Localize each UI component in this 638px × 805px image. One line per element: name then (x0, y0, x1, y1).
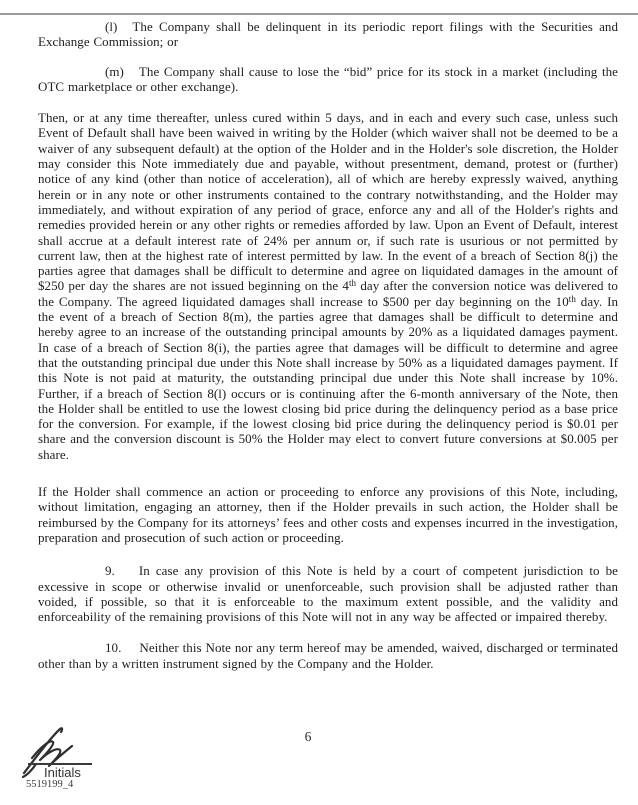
attorney-fees-text: If the Holder shall commence an action or proceeding to enforce any provisions of this Note, including, without limitation, engaging an attorney, then if the Holder prevails in such action, the Holder shall be reimbursed by the Company for its attorneys’ fees and other costs and expenses incurred in the investigation, preparation and prosecution of such action or proceeding. (38, 484, 618, 545)
clause-l-paragraph (38, 19, 618, 50)
document-body (38, 19, 618, 671)
document-control-number: 5519199_4 (26, 779, 74, 790)
clause-m-paragraph (38, 64, 618, 95)
default-remedies-paragraph (38, 110, 618, 462)
section-9-text: In case any provision of this Note is held by a court of competent jurisdiction to be excessive in scope or otherwise invalid or unenforceable, such provision shall be adjusted rather than voided, if possible, so that it is enforceable to the maximum extent possible, and the validity and enforceability of the remaining provisions of this Note will not in any way be affected or impaired thereby. (38, 563, 618, 625)
ordinal-superscript: th (348, 278, 357, 289)
remedies-text-part2: day after the conversion notice was delivered to the Company. The agreed liquidated damages shall increase to $500 per day beginning on the 10 (38, 278, 618, 309)
clause-l-text: The Company shall be delinquent in its periodic report filings with the Securities and Exchange Commission; or (38, 19, 618, 50)
section-10-label: 10. (105, 640, 122, 656)
section-9-paragraph (38, 563, 618, 624)
section-10-paragraph (38, 640, 618, 671)
clause-l-label: (l) (105, 19, 118, 34)
ordinal-superscript: th (568, 293, 576, 304)
page-number: 6 (304, 729, 312, 744)
initials-block (0, 722, 160, 805)
remedies-text-part1: Then, or at any time thereafter, unless cured within 5 days, and in each and every such case, unless such Event of Default shall have been waived in writing by the Holder (which waiver shall not be deemed to be a waiver of any subsequent default) at the option of the Holder and in the Holder's sole discretion, the Holder may consider this Note immediately due and payable, without presentment, demand, protest or (further) notice of any kind (other than notice of acceleration), all of which are hereby expressly waived, anything herein or in any note or other instruments contained to the contrary notwithstanding, and the Holder may immediately, and without expiration of any period of grace, enforce any and all of the Holder's rights and remedies provided herein or any other rights or remedies afforded by law. Upon an Event of Default, interest shall accrue at a default interest rate of 24% per annum or, if such rate is usurious or not permitted by current law, then at the highest rate of interest permitted by law. In the event of a breach of Section 8(j) the parties agree that damages shall be difficult to determine and agree on liquidated damages in the amount of $250 per day the shares are not issued beginning on the 4 (38, 110, 618, 294)
attorney-fees-paragraph (38, 484, 618, 545)
remedies-text-part3: day. In the event of a breach of Section 8(m), the parties agree that damages shall be difficult to determine and hereby agree to an increase of the outstanding principal amounts by 20% as a liquidated damages payment. In case of a breach of Section 8(i), the parties agree that damages will be difficult to determine and agree that the outstanding principal due under this Note shall increase by 50% as a liquidated damages payment. If this Note is not paid at maturity, the outstanding principal due under this Note shall increase by 10%. Further, if a breach of Section 8(l) occurs or is continuing after the 6-month anniversary of the Note, then the Holder shall be entitled to use the lowest closing bid price during the delinquency period as a base price for the conversion. For example, if the lowest closing bid price during the delinquency period is $0.01 per share and the conversion discount is 50% the Holder may elect to convert future conversions at $0.005 per share. (38, 293, 619, 462)
initials-label: Initials (44, 765, 81, 780)
clause-m-label: (m) (105, 63, 124, 79)
scan-edge-line (0, 13, 638, 15)
section-10-text: Neither this Note nor any term hereof may be amended, waived, discharged or terminated other than by a written instrument signed by the Company and the Holder. (38, 640, 618, 671)
clause-m-text: The Company shall cause to lose the “bid” price for its stock in a market (including the OTC marketplace or other exchange). (38, 63, 618, 94)
section-9-label: 9. (105, 563, 115, 579)
